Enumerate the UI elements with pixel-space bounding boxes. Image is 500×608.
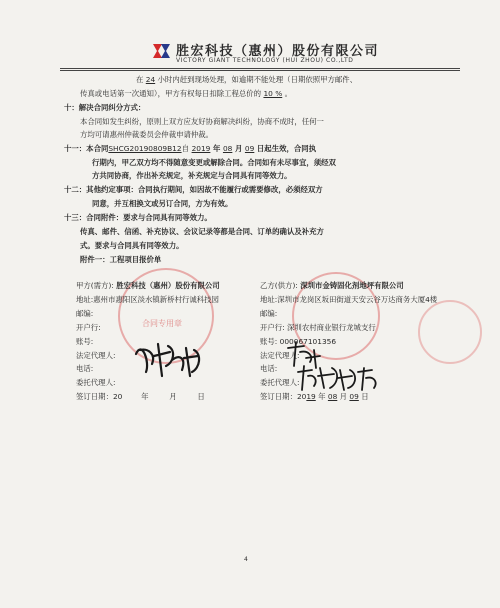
party-a-agent-label: 委托代理人: [76, 378, 116, 387]
clause11-text: 日起生效，合同执 [256, 144, 317, 153]
contract-number: SHCG20190809B12 [108, 144, 182, 153]
party-b-date-day-value: 09 [349, 392, 359, 401]
party-b-bank: 深圳农村商业银行龙城支行 [287, 323, 376, 332]
edge-seal-stamp [418, 300, 482, 364]
party-b-name: 深圳市金铸固化剂地坪有限公司 [300, 281, 404, 290]
party-b-address: 深圳市龙岗区坂田街道天安云谷万达商务大厦4楼 [277, 295, 438, 304]
company-name-cn: 胜宏科技（惠州）股份有限公司 [176, 44, 380, 59]
party-b-date-month-value: 08 [327, 392, 338, 401]
party-a-date-month: 月 [169, 392, 177, 401]
clause9-hours: 24 [145, 75, 156, 84]
party-b-date-year-value: 19 [306, 392, 316, 401]
party-a-address-label: 地址: [76, 295, 94, 304]
page-number: 4 [244, 556, 248, 563]
clause9-text: 在 [136, 75, 144, 84]
party-b-date-day: 日 [361, 392, 369, 401]
party-a-address: 惠州市惠阳区淡水镇新桥村行诚科技园 [93, 295, 219, 304]
party-b-name-label: 乙方(供方): [260, 281, 298, 290]
party-b-bank-row [260, 323, 376, 333]
party-b-phone-label: 电话: [260, 364, 278, 373]
party-a-date-row [76, 392, 205, 402]
party-b-date-label: 签订日期：20 [260, 392, 307, 401]
party-b-agent-signature [294, 362, 384, 392]
clause11-line3: 方共同协商，作出补充规定，补充规定与合同具有同等效力。 [92, 171, 292, 180]
party-a-signature [128, 332, 218, 382]
clause11-line2: 行期内，甲乙双方均不得随意变更或解除合同。合同如有未尽事宜，须经双 [92, 158, 336, 167]
contract-seal-label: 合同专用章 [142, 319, 182, 328]
header-rule [60, 68, 460, 69]
effective-year: 2019 [191, 144, 211, 153]
clause9-percent: 10 % [263, 89, 283, 98]
party-b-legal-label: 法定代理人: [260, 351, 300, 360]
clause11-text: 年 [212, 144, 221, 153]
clause9-text: 小时内赶到现场处理，如逾期不能处理（日期依照甲方邮件、 [157, 75, 358, 84]
party-b-bank-label: 开户行: [260, 323, 285, 332]
company-name-en: VICTORY GIANT TECHNOLOGY (HUI ZHOU) CO.,LTD [176, 57, 354, 64]
party-b-agent-label: 委托代理人: [260, 378, 300, 387]
company-logo-icon [150, 41, 172, 61]
party-a-phone-label: 电话: [76, 364, 94, 373]
party-a-bank-label: 开户行: [76, 323, 101, 332]
header-rule-thin [60, 70, 460, 71]
party-b-account-label: 账号: [260, 337, 278, 346]
clause10-title: 十：解决合同纠分方式： [64, 103, 146, 112]
party-b-name-row [260, 281, 404, 291]
party-b-date-month: 月 [339, 392, 348, 401]
clause9-text: 。 [284, 89, 292, 98]
party-b-address-label: 地址: [260, 295, 278, 304]
clause11-text: 月 [234, 144, 243, 153]
party-a-account-label: 账号: [76, 337, 94, 346]
clause9-text: 传真或电话第一次通知），甲方有权每日扣除工程总价的 [80, 89, 262, 98]
party-a-postcode-label: 邮编: [76, 309, 94, 318]
clause9-line2 [80, 89, 292, 99]
clause13-title: 十三：合同附件：要求与合同具有同等效力。 [64, 213, 212, 222]
party-a-name-label: 甲方(需方): [76, 281, 114, 290]
party-a-name-row [76, 281, 220, 291]
clause11-text: 自 [181, 144, 189, 153]
party-b-postcode-label: 邮编: [260, 309, 278, 318]
clause10-line1: 本合同如发生纠纷，原则上双方应友好协商解决纠纷，协商不成时，任何一 [80, 117, 324, 126]
party-a-legal-label: 法定代理人: [76, 351, 116, 360]
clause13-line1: 传真、邮件、信函、补充协议、会议记录等都是合同、订单的确认及补充方 [80, 227, 324, 236]
effective-day: 09 [244, 144, 255, 153]
party-a-name: 胜宏科技（惠州）股份有限公司 [116, 281, 220, 290]
party-a-date-year: 年 [141, 392, 149, 401]
clause9-line1 [136, 75, 357, 85]
party-b-date-year: 年 [318, 392, 326, 401]
clause12-line2: 同意，并互相换文或另订合同，方为有效。 [92, 199, 233, 208]
clause13-line2: 式。要求与合同具有同等效力。 [80, 241, 184, 250]
party-a-date-label: 签订日期：20 [76, 392, 123, 401]
effective-month: 08 [222, 144, 233, 153]
party-a-date-day: 日 [197, 392, 205, 401]
party-b-date-row [260, 392, 369, 402]
clause10-line2: 方均可请惠州仲裁委员会仲裁申请仲裁。 [80, 130, 214, 139]
clause12-line1: 十二：其他约定事项：合同执行期间，如因故不能履行或需要修改，必须经双方 [64, 185, 323, 194]
party-a-address-row [76, 295, 219, 305]
party-b-account: 000067101356 [279, 337, 337, 346]
clause11-line1 [64, 144, 316, 154]
clause11-text: 十一：本合同 [64, 144, 109, 153]
attachment-one: 附件一：工程项目报价单 [80, 255, 162, 264]
party-b-address-row [260, 295, 437, 305]
